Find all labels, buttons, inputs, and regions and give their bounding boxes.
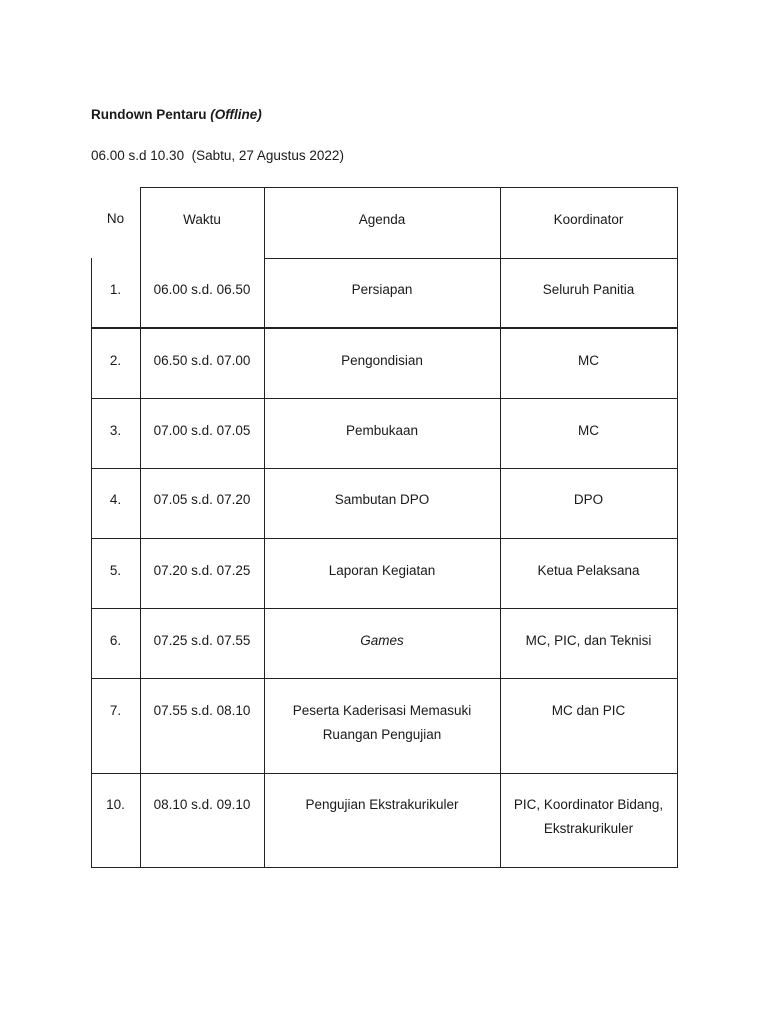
row-6-koordinator: MC, PIC, dan Teknisi bbox=[525, 633, 652, 648]
row-6-agenda: Games bbox=[360, 633, 404, 648]
row-5-koordinator: Ketua Pelaksana bbox=[537, 563, 640, 578]
row-3-waktu: 07.00 s.d. 07.05 bbox=[153, 423, 251, 438]
row-3-no: 3. bbox=[109, 423, 122, 438]
table-border-right bbox=[677, 187, 678, 868]
row-2-no: 2. bbox=[109, 353, 122, 368]
header-koordinator: Koordinator bbox=[553, 212, 624, 227]
table-rule bbox=[91, 327, 678, 329]
row-5-waktu: 07.20 s.d. 07.25 bbox=[153, 563, 251, 578]
row-4-waktu: 07.05 s.d. 07.20 bbox=[153, 492, 251, 507]
title-text: Rundown Pentaru bbox=[91, 107, 207, 122]
row-1-waktu: 06.00 s.d. 06.50 bbox=[153, 282, 251, 297]
row-7-koordinator: MC dan PIC bbox=[551, 703, 626, 718]
row-8-koordinator-line-1: PIC, Koordinator Bidang, bbox=[513, 797, 664, 812]
row-5-agenda: Laporan Kegiatan bbox=[328, 563, 436, 578]
table-rule bbox=[91, 678, 678, 679]
table-rule bbox=[91, 398, 678, 399]
row-8-agenda: Pengujian Ekstrakurikuler bbox=[305, 797, 459, 812]
header-waktu: Waktu bbox=[183, 212, 221, 227]
row-3-koordinator: MC bbox=[578, 423, 599, 438]
header-agenda: Agenda bbox=[358, 212, 406, 227]
row-7-agenda-line-2: Ruangan Pengujian bbox=[322, 727, 442, 742]
table-rule bbox=[91, 538, 678, 539]
row-4-agenda: Sambutan DPO bbox=[334, 492, 430, 507]
table-rule bbox=[265, 258, 678, 259]
row-2-koordinator: MC bbox=[578, 353, 599, 368]
row-7-waktu: 07.55 s.d. 08.10 bbox=[153, 703, 251, 718]
row-4-koordinator: DPO bbox=[573, 492, 604, 507]
row-1-no: 1. bbox=[109, 282, 122, 297]
header-no: No bbox=[106, 211, 125, 226]
table-border-top bbox=[140, 187, 678, 188]
table-rule bbox=[91, 773, 678, 774]
row-1-agenda: Persiapan bbox=[351, 282, 413, 297]
row-4-no: 4. bbox=[109, 492, 122, 507]
row-2-agenda: Pengondisian bbox=[341, 353, 423, 368]
row-6-no: 6. bbox=[109, 633, 122, 648]
row-8-koordinator-line-2: Ekstrakurikuler bbox=[543, 821, 634, 836]
row-8-no: 10. bbox=[106, 797, 125, 812]
table-rule bbox=[91, 608, 678, 609]
row-7-agenda-line-1: Peserta Kaderisasi Memasuki bbox=[292, 703, 472, 718]
row-6-waktu: 07.25 s.d. 07.55 bbox=[153, 633, 251, 648]
schedule-subtitle: 06.00 s.d 10.30 (Sabtu, 27 Agustus 2022) bbox=[91, 148, 344, 163]
row-5-no: 5. bbox=[109, 563, 122, 578]
row-3-agenda: Pembukaan bbox=[345, 423, 419, 438]
row-7-no: 7. bbox=[109, 703, 122, 718]
row-1-koordinator: Seluruh Panitia bbox=[542, 282, 635, 297]
table-border-bottom bbox=[91, 867, 678, 868]
row-2-waktu: 06.50 s.d. 07.00 bbox=[153, 353, 251, 368]
table-rule bbox=[91, 468, 678, 469]
title-italic: (Offline) bbox=[210, 107, 262, 122]
row-8-waktu: 08.10 s.d. 09.10 bbox=[153, 797, 251, 812]
